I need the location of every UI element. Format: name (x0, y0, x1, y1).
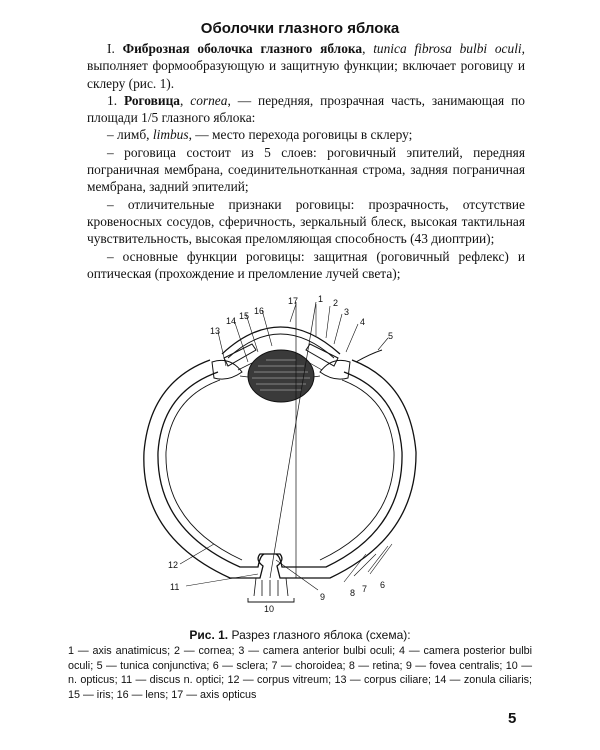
figure-label: Рис. 1. (189, 628, 229, 642)
eye-diagram (130, 292, 430, 614)
label-14: 14 (226, 316, 237, 326)
label-8: 8 (350, 588, 356, 598)
subsection-number: 1. (107, 92, 124, 108)
punctuation: , (179, 92, 191, 108)
label-7: 7 (362, 584, 368, 594)
optic-nerve (254, 578, 288, 596)
label-10: 10 (264, 604, 275, 614)
page-title: Оболочки глазного яблока (200, 20, 400, 37)
conjunctiva (356, 350, 382, 362)
label-11: 11 (170, 582, 180, 592)
label-15: 15 (239, 311, 250, 321)
latin-term: tunica fibrosa bulbi oculi (373, 41, 522, 56)
optical-axes (270, 302, 316, 578)
label-16: 16 (254, 306, 265, 316)
paragraph-text: , выполняет формообразующую и защитную функции; включает роговицу и склеру (рис. 1). (87, 41, 525, 91)
iris-right (306, 344, 338, 366)
punctuation: , (362, 41, 374, 56)
label-leaders (180, 304, 392, 590)
list-item-text: – лимб, (107, 127, 153, 143)
label-9: 9 (320, 592, 326, 602)
body-text (87, 40, 525, 282)
section-number: I. (107, 41, 123, 56)
figure-caption (68, 628, 532, 703)
lens (248, 350, 314, 402)
label-17: 17 (288, 296, 299, 306)
paragraph-cornea-functions: – основные функции роговицы: защитная (роговичный рефлекс) и оптическая (прохождение и преломление лучей света); (87, 248, 525, 281)
label-4: 4 (360, 317, 366, 327)
latin-term: cornea (190, 92, 228, 108)
label-13: 13 (210, 326, 221, 336)
paragraph-cornea (87, 92, 525, 127)
label-2: 2 (333, 298, 339, 308)
paragraph-cornea-layers: – роговица состоит из 5 слоев: роговичный эпителий, передняя пограничная мембрана, соединительнотканная строма, задняя пограничная мембрана, задний эпителий; (87, 144, 525, 195)
label-12: 12 (168, 560, 179, 570)
figure-title: Разрез глазного яблока (схема): (228, 628, 411, 642)
subsection-heading: Роговица (123, 92, 180, 108)
section-heading: Фиброзная оболочка глазного яблока (122, 41, 363, 56)
label-1: 1 (318, 294, 324, 304)
caption-title (68, 628, 532, 643)
label-5: 5 (388, 331, 394, 341)
label-6: 6 (380, 580, 386, 590)
paragraph-limbus (87, 126, 525, 143)
paragraph-cornea-features: – отличительные признаки роговицы: прозрачность, отсутствие кровеносных сосудов, сферичность, зеркальный блеск, высокая тактильная чувствительность, высокая преломляющая способность (43 диоптрии); (87, 196, 525, 247)
caption-legend: 1 — axis anatimicus; 2 — cornea; 3 — camera anterior bulbi oculi; 4 — camera posterior bulbi oculi; 5 — tunica conjunctiva; 6 — sclera; 7 — choroidea; 8 — retina; 9 — fovea centralis; 10 — n. opticus; 11 — discus n. optici; 12 — corpus vitreum; 13 — corpus ciliare; 14 — zonula ciliaris; 15 — iris; 16 — lens; 17 — axis opticus (68, 644, 532, 702)
choroid-outline (166, 380, 394, 560)
latin-term: limbus (152, 127, 189, 143)
eyeball-section-drawing (130, 292, 430, 614)
list-item-text: , — место перехода роговицы в склеру; (188, 127, 413, 143)
page-number: 5 (508, 710, 517, 727)
optic-nerve-bracket (248, 598, 294, 602)
label-3: 3 (344, 307, 350, 317)
paragraph-text: , — передняя, прозрачная часть, занимающая по площади 1/5 глазного яблока: (87, 92, 525, 126)
paragraph-fibrous-tunic (87, 40, 525, 92)
